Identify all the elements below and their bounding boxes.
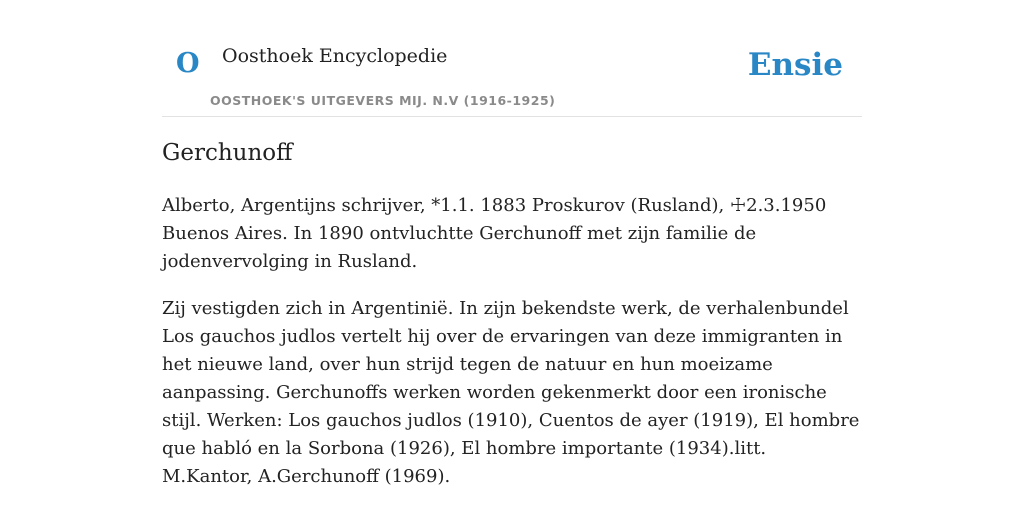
entry-paragraph-2: Zij vestigden zich in Argentinië. In zijn bekendste werk, de verhalenbundel Los gauchos judlos vertelt hij over de ervaringen van deze immigranten in het nieuwe land, over hun strijd tegen de natuur en hun moeizame aanpassing. Gerchunoffs werken worden gekenmerkt door een ironische stijl. Werken: Los gauchos judlos (1910), Cuentos de ayer (1919), El hombre que habló en la Sorbona (1926), El hombre importante (1934).litt. M.Kantor, A.Gerchunoff (1969). [162,298,860,487]
ensie-logo-link[interactable]: Ensie [747,47,843,83]
book-title-link[interactable]: Oosthoek Encyclopedie [222,45,448,67]
entry-body [162,192,862,510]
publisher-subtitle: OOSTHOEK'S UITGEVERS MIJ. N.V (1916-1925) [210,93,556,108]
page-header [162,0,862,117]
entry-paragraph-1: Alberto, Argentijns schrijver, *1.1. 1883 Proskurov (Rusland), ☩2.3.1950 Buenos Aires. In 1890 ontvluchtte Gerchunoff met zijn familie de jodenvervolging in Rusland. [162,195,827,272]
entry-title: Gerchunoff [162,140,293,166]
encyclopedia-card [162,0,862,487]
book-logo[interactable]: O [176,48,200,79]
